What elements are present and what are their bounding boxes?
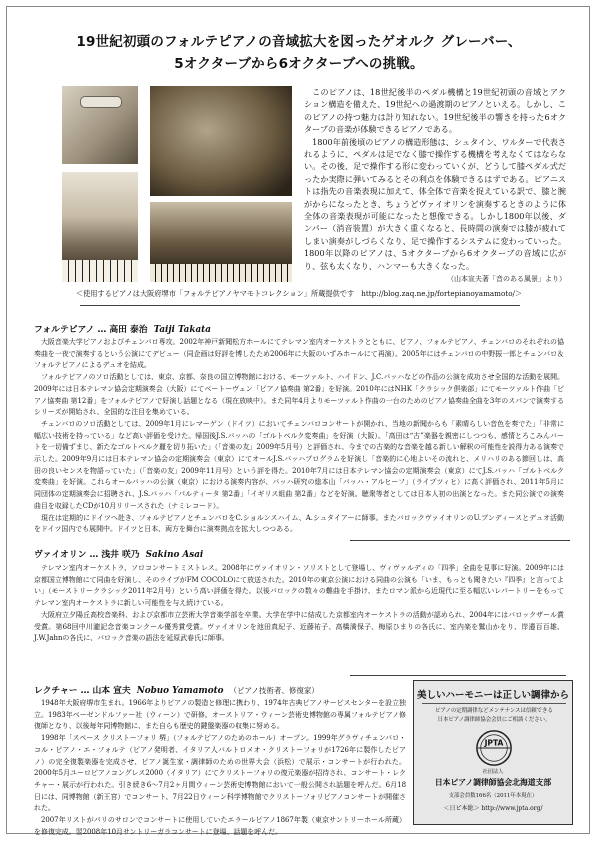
jpta-logo-icon xyxy=(475,729,513,767)
bio-paragraph: 1998年「スペース クリストーフォリ 堺」（フォルテピアノのためのホール）オープン。1999年グラヴィチェンバロ・コル・ピアノ・エ・フォルテ（ピアノ発明者、イタリア人バルトロメオ・クリストーフォリが1726年に製作したピアノ）の完全復製楽器を完成させ、ピアノ誕生家・調律師のための世界大会（浜松）で展示・コンサートが行われた。2000年5月ユーロピアノコングレス2000（イタリア）にてクリストーフォリの復元楽器が招待され、コンサート・レクチャー・展示が行われた。引き続き6～7月2ヶ月間ウィーン芸術史博物館において一般公開され話題を呼んだ。6月18日には、同博物館（新王宮）でコンサート、7月22日ウィーン科学博物館でクリストーフォリピアノコンサートが開催された。 xyxy=(34,734,406,813)
ad-divider xyxy=(422,703,566,704)
divider xyxy=(350,675,566,676)
photo-piano-interior xyxy=(150,86,292,196)
bio-paragraph: 大阪府立夕陽丘高校音楽科、および京都市立芸術大学音楽学部を卒業。大学在学中に結成した京都室内オーケストラの活動が認められ、2004年にはバロックザール賞受賞。第68回中川瀧記念音楽コンクール優秀賞受賞。ヴァイオリンを池田真紀子、近藤祐子、高橋満保子、梅原ひまりの各氏に、室内楽を鷲山かをり、岸邉百百雄、J.W.Jahnの各氏に、バロック音楽の語法を延原武春氏に師事。 xyxy=(34,610,564,643)
photo-piano-keys-closeup xyxy=(150,202,292,282)
divider xyxy=(80,305,520,306)
performer-bio-yamamoto xyxy=(34,698,406,838)
bio-paragraph: チェンバロのソロ活動としては、2009年1月にレマーゲン（ドイツ）においてチェンバロコンサートが開かれ、当地の新聞からも「素晴らしい音色を奏でた」「非常に幅広い技術を持っている」など高い評価を受けた。帰国後J.S.バッハの「ゴルトベルク変奏曲」を好演（大阪）。「高田は“古”楽器を親密にしつつも、感情とろこみんバートを一切備ずまじ、新たなゴルトベルク麗を切り拓いた」（「音楽の友」2009年5月号）と評価され、今までの古楽的な音楽を越る新しい解釈の可能性を説得力ある演奏で示した。2009年9月には日本テレマン協会の定期演奏会（東京）にてオールJ.S.バッハプログラムを好演し「音楽的に心地よいその流れと、メリハリのある節回しは、高田の良いセンスを物語っていた」（「音楽の友」2009年11月号）という評を得た。2010年7月には日本テレマン協会の定期演奏会（東京）にてJ.S.バッハ「ゴルトベルク変奏曲」を好演。これらオールバッハの公演（東京）における演奏内容が、バッハ研究の総本山「バッハ・アルヒーフ」（ライプツィヒ）に高く評価され、2011年5月に同団体の定期演奏会に招聘され、J.S.バッハ「パルティータ 第2番」「イギリス組曲 第2番」などを好演。聴衆等者としては日本人初の出演となった。また同公演での演奏曲目を収録したCDが10月リリースされた（ナミレコード）。 xyxy=(34,419,564,510)
ad-org-type: 社団法人 xyxy=(482,769,504,775)
performer-name-en: Nobuo Yamamoto xyxy=(136,686,224,696)
ad-title: 美しいハーモニーは正しい調律から xyxy=(416,690,569,701)
performer-heading-takata xyxy=(34,322,211,335)
ad-text-line: ピアノの定期調律などメンテナンスは信頼できる xyxy=(435,708,553,714)
ad-text-line: 日本ピアノ調律師協会会員にご相談ください。 xyxy=(437,717,551,723)
performer-role-name: レクチャー … 山本 宣夫 xyxy=(34,686,131,696)
logo-text: JPTA xyxy=(484,738,504,748)
tuning-association-ad xyxy=(413,680,573,825)
bio-paragraph: 2007年リストがパリのサロンでコンサートに使用していたエラールピアノ1867年製（東京サントリーホール所蔵）を修復完成。翌2008年10月サントリーガラコンサートに登場、話題を呼んだ。 xyxy=(34,816,406,836)
ad-org-name: 日本ピアノ調律師協会北海道支部 xyxy=(434,778,552,787)
photo-piano-keyboard xyxy=(62,172,138,282)
intro-source: （山本宣夫著「音のある風景」より） xyxy=(447,275,566,284)
performer-name-en: Sakino Asai xyxy=(145,550,204,560)
intro-paragraph: 1800年前後頃のピアノの構造形態は、シュタイン、ワルターで代表されるように、ペダルは足でなく膝で操作する機構を考えなくてはならない。その後、足で操作する形に変わっていくが、どうして膝ペダル式だったか実際に弾いてみるとその利点を体験できるはずである。ピアニストは指先の音楽表現に加えて、体全体で音楽を捉えている訳で、膝と腕がからになったとき、ちょうどヴァイオリンを演奏するときのように体全体の音楽表現が可能になったと想像できる。しかし1800年以後、ダンパー（消音装置）が大きく重くなると、長時間の演奏では膝が疲れてしまい演奏がしづらくなり、足で操作するシステムに変わっていった。1800年以降のピアノは、5オクターブから6オクターブの音域に広がり、弦も太くなり、ハンマーも大きくなった。 xyxy=(304,136,566,271)
performer-heading-yamamoto xyxy=(34,683,319,696)
intro-paragraph: このピアノは、18世紀後半のペダル機構と19世紀初頭の音域とアクション構造を備えた、19世紀への過渡期のピアノといえる。しかし、このピアノの持つ魅力は計り知れない。19世紀後半の響きを持った6オクターブの音楽が体験できるピアノである。 xyxy=(304,87,566,135)
bio-paragraph: 大阪音楽大学ピアノおよびチェンバロ専攻。2002年神戸新聞松方ホールにてテレマン室内オーケストラとともに、ピアノ、フォルテピアノ、チェンバロのそれぞれの協奏曲を一夜で演奏するという公演にてデビュー（同企画は好評を博したため2006年に大阪のいずみホールにて再演）。2005年にはチェンバロの中野振一郎とチェンバロ＆フォルテピアノによるデュオを結成。 xyxy=(34,338,564,370)
intro-text xyxy=(304,86,566,286)
page-title-line2: 5オクターブから6オクターブへの挑戦。 xyxy=(174,56,424,72)
performer-subtitle: （ピアノ技術者、修復家） xyxy=(229,686,319,695)
performer-bio-asai xyxy=(34,563,564,645)
performer-role-name: ヴァイオリン … 浅井 咲乃 xyxy=(34,550,140,560)
ad-text xyxy=(420,707,568,725)
ad-registration: 支部会員数166名（2011年本現在） xyxy=(448,793,538,799)
bio-paragraph: テレマン室内オーケストラ、ソロコンサートミストレス。2008年にヴァイオリン・ソリストとして登場し、ヴィヴァルディの「四季」全曲を見事に好演。2009年には京都国立博物館にて同曲を好演し、そのライブがFM COCOLOにて放送された。2010年の東京公演における同曲の公演も「いま、もっとも聞きたい『四季』と言ってよい」（モーストリークラシック2011年2月号）という高い評価を得た。以後バロックの数々の難曲を手掛け、またロマン派から近現代に至る幅広いレパートリーをもってテレマン室内オーケストラに新しい可能性を与え続けている。 xyxy=(34,564,564,608)
bio-paragraph: フォルテピアノのソロ活動としては、東京、京都、奈良の国立博物館における、モーツァルト、ハイドン、J.C.バッハなどの作品の公演を成功させ全国的な活動を展開。2009年には日本テレマン協会定期演奏会（大阪）にてベートーヴェン「ピアノ協奏曲 第2番」を好演。2010年にはNHK「クラシック倶楽部」にてモーツァルト作曲「ピアノ協奏曲 第12番」をフォルテピアノで好演し話題となる（現在放映中）。また同年4月よりモーツァルト作曲の一台のためのピアノ協奏曲全曲を3年のスパンで演奏するシリーズが開始され、全国的な注目を集めている。 xyxy=(34,373,564,417)
performer-name-en: Taiji Takata xyxy=(153,325,211,335)
performer-role-name: フォルテピアノ … 高田 泰治 xyxy=(34,325,148,335)
bio-paragraph: 1948年大阪府堺市生まれ。1966年よりピアノの製造と修理に携わり、1974年古典ピアノサービスセンターを設立独立。1983年ベーゼンドルファー社（ウィーン）で研修。オーストリア・ウィーン芸術史博物館の専属フォルテピアノ修復師となり、以後毎年同博物館に、また自らも歴史的鍵盤楽器の収集に努める。 xyxy=(34,699,406,731)
page-title-line1: 19世紀初頭のフォルテピアノの音域拡大を図ったゲオルク グレーバー、 xyxy=(76,34,522,50)
divider xyxy=(350,540,570,541)
bio-paragraph: 現在は定期的にドイツへ赴き、フォルテピアノとチェンバロをC.ショルンスハイム、A.シュタイアーに師事。またバロックヴァイオリンのU.ブンディースとデュオ活動をドイツ国内でも展開中。ドイツと日本、両方を舞台に演奏拠点を拡大しつつある。 xyxy=(34,513,564,534)
photo-caption: ＜使用するピアノは大阪府堺市「フォルテピアノヤマモトコレクション」所蔵提供です http://blog.zaq.ne.jp/fortepianoyamamoto/＞ xyxy=(75,289,523,298)
performer-bio-takata xyxy=(34,337,564,536)
ad-url[interactable]: ＜日ピ本総＞ http://www.jpta.org/ xyxy=(443,805,543,812)
photo-piano-nameboard xyxy=(62,86,138,164)
performer-heading-asai xyxy=(34,547,203,560)
